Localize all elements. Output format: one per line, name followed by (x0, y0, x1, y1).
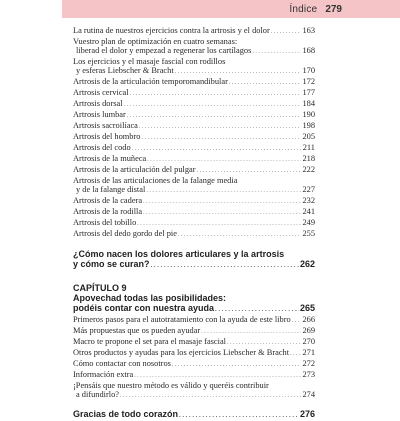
header-page-number: 279 (325, 3, 342, 15)
dot-leader (137, 218, 301, 229)
toc-entry-page: 218 (302, 154, 315, 163)
toc-entry-page: 273 (302, 370, 315, 379)
dot-leader (124, 99, 302, 110)
toc-entry-title: Artrosis del hombro (73, 132, 141, 141)
toc-entry[interactable] (73, 326, 315, 337)
toc-entry[interactable] (73, 218, 315, 229)
dot-leader (139, 121, 302, 132)
dot-leader (134, 370, 301, 381)
toc-entry-page: 163 (302, 26, 315, 35)
toc-entry-page: 265 (299, 303, 315, 313)
dot-leader (172, 359, 302, 370)
dot-leader (229, 77, 302, 88)
dot-leader (292, 315, 302, 326)
toc-entry-title: Artrosis dorsal (73, 99, 123, 108)
dot-leader (252, 46, 301, 57)
toc-entry[interactable] (73, 165, 315, 176)
toc-entry-page: 266 (302, 315, 315, 324)
dot-leader (132, 143, 302, 154)
toc-entry-page: 271 (302, 348, 315, 357)
toc-entry-title: Primeros pasos para el autotratamiento con la ayuda de este libro (73, 315, 291, 324)
toc-entry-title: Más propuestas que os pueden ayudar (73, 326, 201, 335)
dot-leader (215, 303, 299, 315)
toc-entry-page: 255 (302, 229, 315, 238)
toc-entry-title: Cómo contactar con nosotros (73, 359, 171, 368)
dot-leader (130, 88, 302, 99)
dot-leader (178, 229, 301, 240)
toc-entry-title: Artrosis del tobillo (73, 218, 137, 227)
toc-entry-page: 170 (302, 66, 315, 75)
dot-leader (151, 259, 299, 271)
toc-entry-title: Artrosis de la articulación temporomandibular (73, 77, 228, 86)
toc-entry[interactable] (73, 337, 315, 348)
chapter-label: CAPÍTULO 9 (73, 283, 127, 293)
toc-entry[interactable] (73, 110, 315, 121)
dot-leader (201, 326, 301, 337)
toc-entry[interactable] (73, 154, 315, 165)
toc-entry[interactable] (73, 196, 315, 207)
toc-entry-page: 227 (302, 185, 315, 194)
toc-entry-page: 262 (299, 259, 315, 269)
toc-entry-title: Artrosis lumbar (73, 110, 126, 119)
toc-entry-page: 168 (302, 46, 315, 55)
toc-entry-title: Artrosis de la muñeca (73, 154, 147, 163)
dot-leader (271, 26, 302, 37)
dot-leader (175, 66, 302, 77)
toc-entry-title: Artrosis de la cadera (73, 196, 143, 205)
dot-leader (146, 185, 301, 196)
toc-entry[interactable] (73, 359, 315, 370)
toc-entry[interactable] (73, 348, 315, 359)
toc-entry-line: Apovechad todas las posibilidades: (73, 293, 227, 303)
toc-entry-page: 198 (302, 121, 315, 130)
toc-entry[interactable] (73, 381, 315, 401)
toc-entry-page: 274 (302, 390, 315, 399)
toc-entry[interactable] (73, 143, 315, 154)
dot-leader (227, 337, 301, 348)
toc-entry[interactable] (73, 132, 315, 143)
toc-entry-title: Artrosis sacroilíaca (73, 121, 138, 130)
dot-leader (147, 154, 301, 165)
toc-entry-page: 276 (299, 409, 315, 419)
toc-entry-title: podéis contar con nuestra ayuda (73, 303, 215, 313)
chapter-title (73, 293, 315, 315)
toc-entry-title: y esferas Liebscher & Bracht (76, 66, 174, 75)
toc-entry-line: Vuestro plan de optimización en cuatro semanas: (73, 37, 238, 46)
toc-entry-title: a difundirlo? (76, 390, 120, 399)
toc-entry-page: 269 (302, 326, 315, 335)
toc-entry-page: 222 (302, 165, 315, 174)
toc-entry-page: 272 (302, 359, 315, 368)
toc-entry[interactable] (73, 293, 315, 315)
dot-leader (141, 132, 301, 143)
toc-entry[interactable] (73, 207, 315, 218)
toc-entry-line: ¿Cómo nacen los dolores articulares y la artrosis (73, 249, 285, 259)
dot-leader (127, 110, 302, 121)
toc-entry[interactable] (73, 77, 315, 88)
toc-entry-title: Artrosis de la rodilla (73, 207, 143, 216)
toc-entry[interactable] (73, 88, 315, 99)
dot-leader (197, 165, 302, 176)
toc-entry-page: 184 (302, 99, 315, 108)
toc-entry-page: 211 (302, 143, 315, 152)
toc-entry-line: ¡Pensáis que nuestro método es válido y queréis contribuir (73, 381, 269, 390)
toc-entry[interactable] (73, 229, 315, 240)
toc-entry-title: Artrosis de la articulación del pulgar (73, 165, 196, 174)
toc-entry-page: 177 (302, 88, 315, 97)
toc-entry-title: Macro te propone el set para el masaje fascial (73, 337, 227, 346)
toc-entry[interactable] (73, 249, 315, 271)
toc-entry[interactable] (73, 37, 315, 57)
toc-entry-page: 190 (302, 110, 315, 119)
toc-entry-line: Artrosis de las articulaciones de la falange media (73, 176, 238, 185)
dot-leader (179, 409, 299, 421)
toc-entry-title: Artrosis del dedo gordo del pie (73, 229, 177, 238)
dot-leader (120, 390, 301, 401)
toc-entry-page: 172 (302, 77, 315, 86)
toc-entry-title: Artrosis cervical (73, 88, 129, 97)
dot-leader (290, 348, 301, 359)
page-header (62, 0, 400, 18)
toc-entry[interactable] (73, 409, 315, 421)
toc-entry-title: y cómo se curan? (73, 259, 150, 269)
toc-section-heading (73, 249, 315, 271)
toc-entry-page: 270 (302, 337, 315, 346)
table-of-contents (73, 26, 315, 421)
toc-entry-title: Información extra (73, 370, 134, 379)
toc-entry-title: Gracias de todo corazón (73, 409, 179, 419)
toc-entry[interactable] (73, 26, 315, 37)
header-section-title: Índice (289, 3, 318, 15)
toc-entry-page: 249 (302, 218, 315, 227)
toc-entry-page: 241 (302, 207, 315, 216)
toc-entry[interactable] (73, 57, 315, 77)
dot-leader (143, 196, 301, 207)
toc-entry-page: 205 (302, 132, 315, 141)
toc-entry-title: Otros productos y ayudas para los ejercicios Liebscher & Bracht (73, 348, 290, 357)
toc-final-entry (73, 409, 315, 421)
toc-entry[interactable] (73, 176, 315, 196)
toc-main-list (73, 26, 315, 240)
toc-entry-line: Los ejercicios y el masaje fascial con rodillos (73, 57, 226, 66)
toc-entry-title: y de la falange distal (76, 185, 146, 194)
toc-entry-title: La rutina de nuestros ejercicios contra la artrosis y el dolor (73, 26, 270, 35)
toc-entry-page: 232 (302, 196, 315, 205)
chapter-items (73, 315, 315, 401)
toc-entry[interactable] (73, 370, 315, 381)
dot-leader (143, 207, 301, 218)
toc-entry[interactable] (73, 315, 315, 326)
toc-entry[interactable] (73, 121, 315, 132)
toc-entry[interactable] (73, 99, 315, 110)
toc-entry-title: liberad el dolor y empezad a regenerar los cartílagos (76, 46, 252, 55)
toc-entry-title: Artrosis del codo (73, 143, 131, 152)
